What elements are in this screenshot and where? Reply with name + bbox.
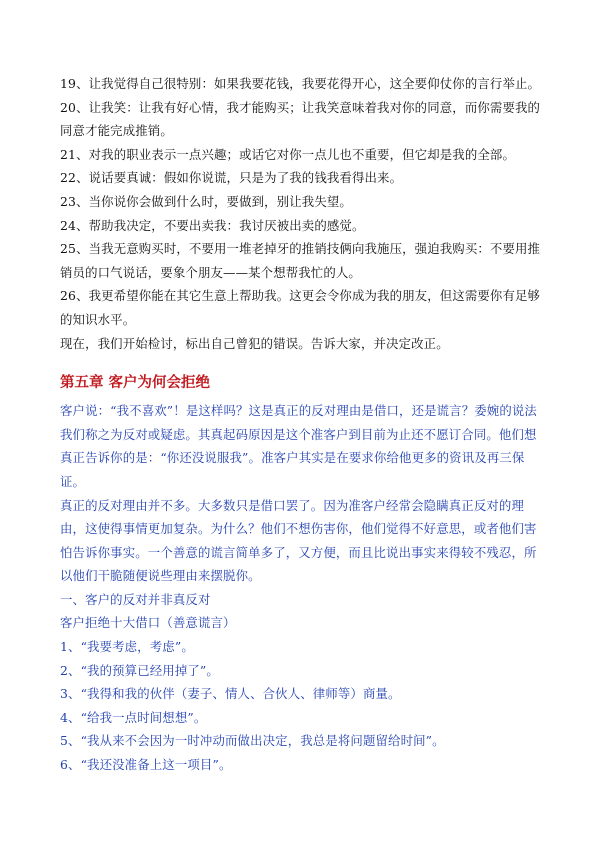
intro-paragraph-2: 真正的反对理由并不多。大多数只是借口罢了。因为准客户经常会隐瞒真正反对的理由，这使得事情更加复杂。为什么？他们不想伤害你，他们觉得不好意思，或者他们害怕告诉你事实。一个善意的谎言简单多了，又方便，而且比说出事实来得较不残忍，所以他们干脆随便说些理由来摆脱你。 — [60, 497, 537, 584]
excuse-list — [60, 635, 548, 777]
numbered-list-top — [60, 72, 548, 332]
excuse-item: 1、“我要考虑，考虑”。 — [60, 639, 194, 655]
list-item: 25、当我无意购买时，不要用一堆老掉牙的推销技俩向我施压，强迫我购买：不要用推销员的口气说话，要象个朋友——某个想帮我忙的人。 — [60, 241, 541, 280]
list-item: 20、让我笑：让我有好心情，我才能购买；让我笑意味着我对你的同意，而你需要我的同意才能完成推销。 — [60, 99, 541, 139]
list-item: 23、当你说你会做到什么时，要做到，别让我失望。 — [60, 193, 352, 209]
excuse-item: 5、“我从来不会因为一时冲动而做出决定，我总是将问题留给时间”。 — [60, 733, 445, 749]
excuse-item: 6、“我还没准备上这一项目”。 — [60, 757, 232, 773]
closing-line: 现在，我们开始检讨，标出自己曾犯的错误。告诉大家，并决定改正。 — [60, 335, 449, 351]
excuse-item: 2、“我的预算已经用掉了”。 — [60, 662, 219, 678]
list-item: 21、对我的职业表示一点兴趣；或话它对你一点儿也不重要，但它却是我的全部。 — [60, 146, 515, 162]
section-title: 一、客户的反对并非真反对 — [60, 591, 211, 607]
intro-paragraph-1: 客户说：“我不喜欢”！是这样吗？这是真正的反对理由是借口，还是谎言？委婉的说法我们称之为反对或疑虑。其真起码原因是这个准客户到目前为止还不愿订合同。他们想真正告诉你的是：“你还没说服我”。准客户其实是在要求你给他更多的资讯及再三保证。 — [60, 403, 537, 489]
chapter-title: 第五章 客户为何会拒绝 — [60, 375, 211, 392]
list-item: 22、说话要真诚：假如你说谎，只是为了我的钱我看得出来。 — [60, 170, 403, 186]
excuse-item: 3、“我得和我的伙伴（妻子、情人、合伙人、律师等）商量。 — [60, 686, 401, 702]
list-item: 24、帮助我决定，不要出卖我：我讨厌被出卖的感觉。 — [60, 217, 365, 233]
list-item: 26、我更希望你能在其它生意上帮助我。这更会令你成为我的朋友，但这需要你有足够的知识水平。 — [60, 288, 541, 327]
list-item: 19、让我觉得自己很特别：如果我要花钱，我要花得开心，这全要仰仗你的言行举止。 — [60, 76, 541, 91]
subsection-title: 客户拒绝十大借口（善意谎言） — [60, 615, 236, 631]
document-page — [60, 72, 548, 777]
excuse-item: 4、“给我一点时间想想”。 — [60, 709, 207, 725]
